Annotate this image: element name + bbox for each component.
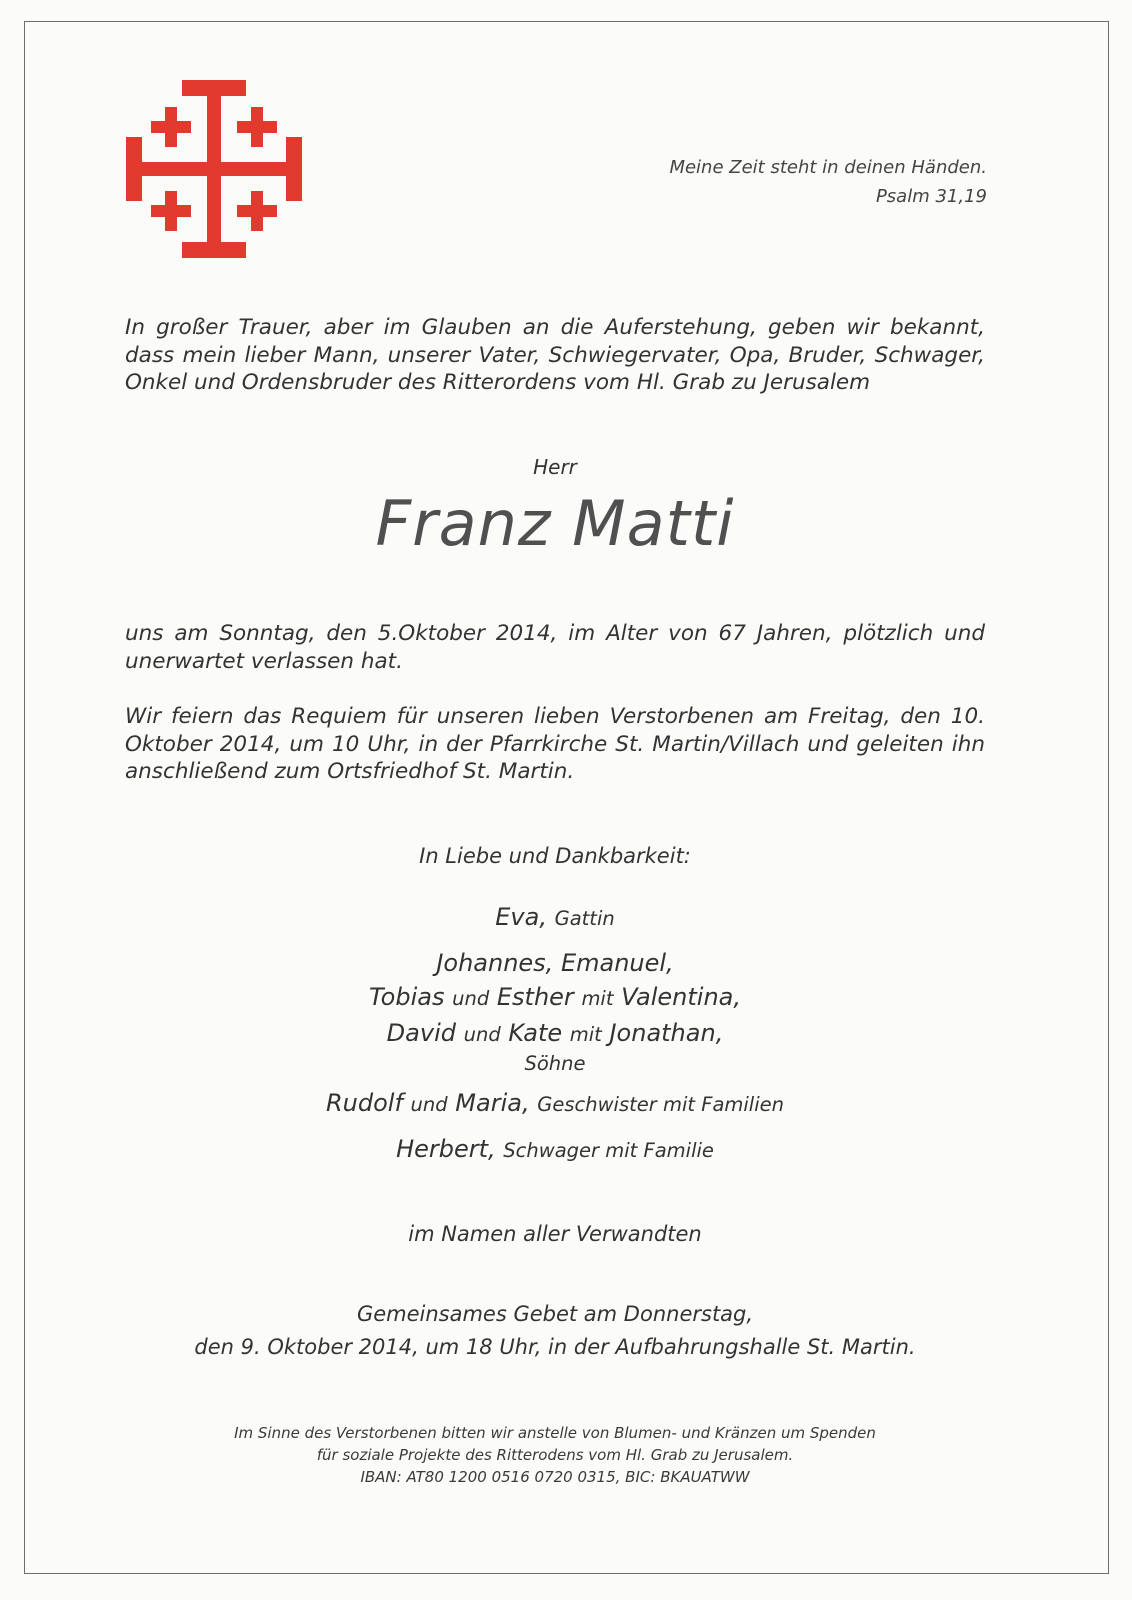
family-sons-label: Söhne: [524, 1052, 586, 1075]
title-herr: Herr: [533, 455, 577, 479]
family-siblings: Rudolf und Maria, Geschwister mit Familien: [325, 1089, 784, 1117]
family-spouse: Eva, Gattin: [495, 903, 615, 931]
death-notice-text: uns am Sonntag, den 5.Oktober 2014, im Alter von 67 Jahren, plötzlich und unerwartet verlassen hat.: [125, 621, 985, 674]
jerusalem-cross-icon: [126, 80, 302, 258]
footer-line3: IBAN: AT80 1200 0516 0720 0315, BIC: BKAUATWW: [360, 1468, 750, 1486]
deceased-name: Franz Matti: [375, 487, 735, 560]
prayer-info: [0, 1298, 1110, 1364]
donation-footer: [0, 1422, 1110, 1488]
footer-line1: Im Sinne des Verstorbenen bitten wir anstelle von Blumen- und Kränzen um Spenden: [234, 1424, 876, 1442]
relatives-line: im Namen aller Verwandten: [408, 1222, 702, 1246]
family-brother-in-law: Herbert, Schwager mit Familie: [396, 1135, 714, 1163]
prayer-line1: Gemeinsames Gebet am Donnerstag,: [356, 1302, 754, 1326]
motto-quote: Meine Zeit steht in deinen Händen.: [669, 157, 987, 178]
family-sons-line1: Johannes, Emanuel,: [436, 949, 674, 977]
requiem-text: Wir feiern das Requiem für unseren lieben Verstorbenen am Freitag, den 10. Oktober 2014, um 10 Uhr, in der Pfarrkirche St. Martin/Villach und geleiten ihn anschließend zum Ortsfriedhof St. Martin.: [125, 704, 985, 784]
intro-text: In großer Trauer, aber im Glauben an die Auferstehung, geben wir bekannt, dass mein lieber Mann, unserer Vater, Schwiegervater, Opa, Bruder, Schwager, Onkel und Ordensbruder des Ritterordens vom Hl. Grab zu Jerusalem: [125, 315, 985, 395]
family-sons-line2: Tobias und Esther mit Valentina,: [368, 983, 741, 1011]
gratitude-line: In Liebe und Dankbarkeit:: [419, 844, 691, 868]
prayer-line2: den 9. Oktober 2014, um 18 Uhr, in der Aufbahrungshalle St. Martin.: [194, 1335, 916, 1359]
motto: [669, 153, 987, 211]
motto-source: Psalm 31,19: [875, 186, 987, 207]
footer-line2: für soziale Projekte des Ritterodens vom Hl. Grab zu Jerusalem.: [316, 1446, 794, 1464]
family-list: [0, 900, 1110, 1168]
family-sons-line3: David und Kate mit Jonathan,: [386, 1019, 724, 1047]
